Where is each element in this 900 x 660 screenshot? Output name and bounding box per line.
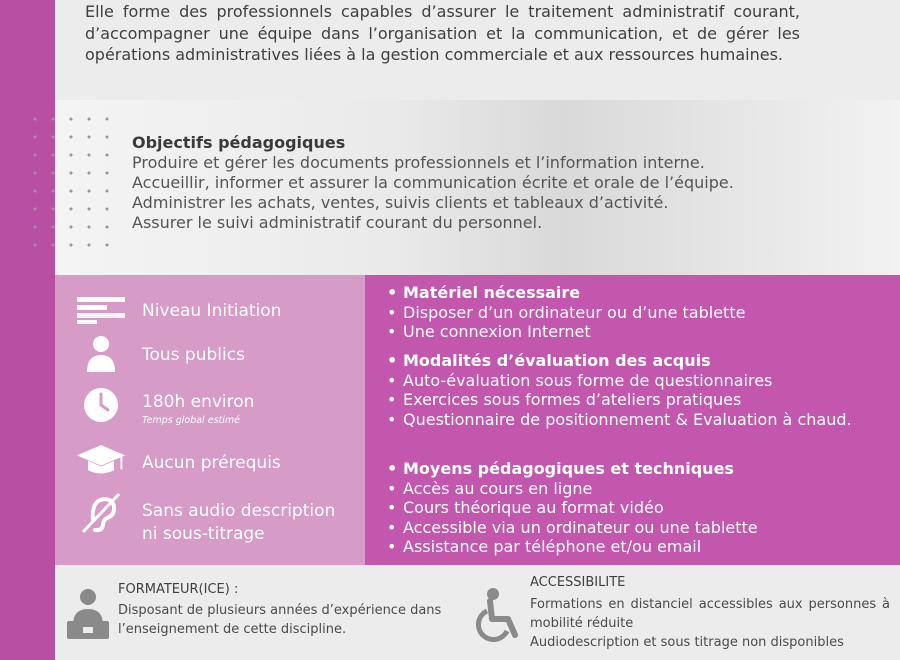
person-icon xyxy=(75,333,127,373)
prerequis-label: Aucun prérequis xyxy=(142,453,281,473)
audio-label-1: Sans audio description xyxy=(142,501,336,521)
bottom-info xyxy=(55,565,900,660)
accessibilite-text-2: Audiodescription et sous titrage non disponibles xyxy=(530,635,844,650)
list-item: • Auto-évaluation sous forme de questionnaires xyxy=(387,371,877,391)
list-item: • Accessible via un ordinateur ou une tablette xyxy=(387,518,877,538)
info-panel xyxy=(55,275,365,565)
list-item: • Questionnaire de positionnement & Evaluation à chaud. xyxy=(387,410,877,430)
modalites-panel xyxy=(365,275,900,565)
wheelchair-icon xyxy=(475,587,525,647)
duree-label: 180h environ xyxy=(142,392,255,412)
bars-icon xyxy=(75,290,127,330)
list-item: • Cours théorique au format vidéo xyxy=(387,498,877,518)
objectif-item: Administrer les achats, ventes, suivis clients et tableaux d’activité. xyxy=(132,193,669,212)
accessibilite-text: Formations en distanciel accessibles aux personnes à mobilité réduite xyxy=(530,597,890,631)
objectifs-title: Objectifs pédagogiques xyxy=(132,133,346,152)
niveau-label: Niveau Initiation xyxy=(142,301,282,321)
moyens-title: • Moyens pédagogiques et techniques xyxy=(387,459,877,479)
evaluation-section xyxy=(387,351,877,429)
clock-icon xyxy=(75,385,127,425)
audio-label-2: ni sous-titrage xyxy=(142,524,265,544)
dot-pattern xyxy=(26,110,116,260)
evaluation-title: • Modalités d’évaluation des acquis xyxy=(387,351,877,371)
hearing-icon xyxy=(75,492,127,532)
accessibilite-title: ACCESSIBILITE xyxy=(530,575,626,590)
objectifs-section xyxy=(132,133,832,233)
moyens-section xyxy=(387,459,877,557)
left-accent-band xyxy=(0,0,55,660)
duree-sub: Temps global estimé xyxy=(142,415,240,426)
objectif-item: Produire et gérer les documents professionnels et l’information interne. xyxy=(132,153,705,172)
materiel-section xyxy=(387,283,877,342)
list-item: • Assistance par téléphone et/ou email xyxy=(387,537,877,557)
list-item: • Disposer d’un ordinateur ou d’une tablette xyxy=(387,303,877,323)
graduation-cap-icon xyxy=(75,440,127,480)
formateur-title: FORMATEUR(ICE) : xyxy=(118,582,239,597)
materiel-title: • Matériel nécessaire xyxy=(387,283,877,303)
trainer-icon xyxy=(65,587,111,645)
list-item: • Une connexion Internet xyxy=(387,322,877,342)
intro-text: Elle forme des professionnels capables d’assurer le traitement administratif courant, d’accompagner une équipe dans l’organisation et la communication, et de gérer les opérations administratives liées à la gestion commerciale et aux ressources humaines. xyxy=(85,2,800,64)
objectif-item: Assurer le suivi administratif courant du personnel. xyxy=(132,213,543,232)
list-item: • Exercices sous formes d’ateliers pratiques xyxy=(387,390,877,410)
formateur-text: Disposant de plusieurs années d’expérience dans l’enseignement de cette discipline. xyxy=(118,603,442,637)
public-label: Tous publics xyxy=(142,345,245,365)
objectif-item: Accueillir, informer et assurer la communication écrite et orale de l’équipe. xyxy=(132,173,734,192)
list-item: • Accès au cours en ligne xyxy=(387,479,877,499)
